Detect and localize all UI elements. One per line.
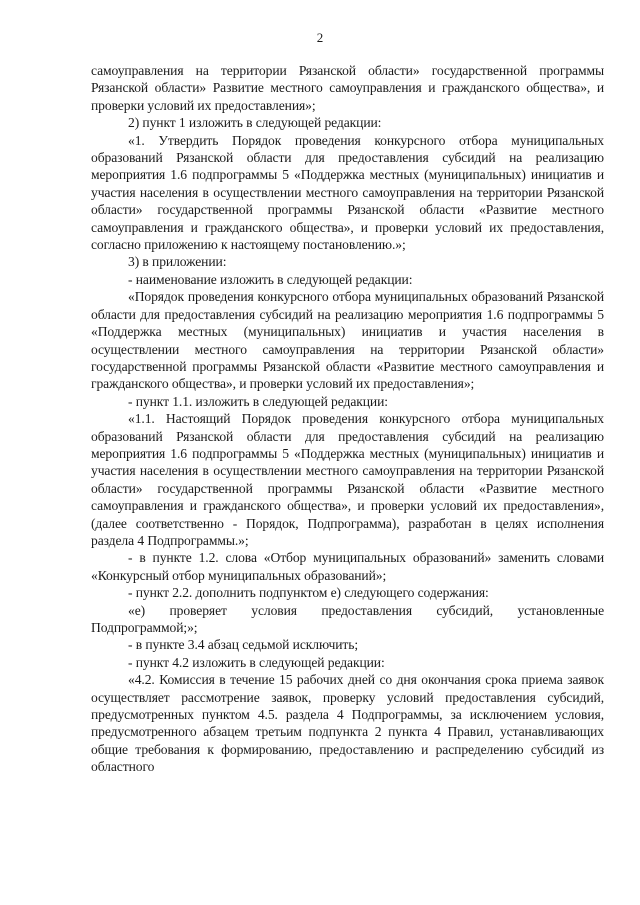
page-number: 2 xyxy=(316,30,324,45)
paragraph-item-2-text: «1. Утвердить Порядок проведения конкурсного отбора муниципальных образований Рязанской области для предоставления субсидий на реализацию мероприятия 1.6 подпрограммы 5 «Поддержка местных (муниципальных) инициатив и участия населения в осуществлении местного самоуправления на территории Рязанской области» государственной программы Рязанской области «Развитие местного самоуправления и гражданского общества», и проверки условий их предоставления, согласно приложению к настоящему постановлению.»; xyxy=(91,132,604,253)
paragraph-name-text: «Порядок проведения конкурсного отбора муниципальных образований Рязанской области для предоставления субсидий на реализацию мероприятия 1.6 подпрограммы 5 «Поддержка местных (муниципальных) инициатив и участия населения в осуществлении местного самоуправления на территории Рязанской области» государственной программы Рязанской области «Развитие местного самоуправления и гражданского общества», и проверки условий их предоставления»; xyxy=(91,289,604,392)
paragraph-point-4-2: - пункт 4.2 изложить в следующей редакции: xyxy=(128,654,385,670)
paragraph-point-1-1-text: «1.1. Настоящий Порядок проведения конкурсного отбора муниципальных образований Рязанской области для предоставления субсидий на реализацию мероприятия 1.6 подпрограммы 5 «Поддержка местных (муниципальных) инициатив и участия населения в осуществлении местного самоуправления на территории Рязанской области» государственной программы Рязанской области «Развитие местного самоуправления и гражданского общества», и проверки условий их предоставления», (далее соответственно - Порядок, Подпрограмма), разработан в целях исполнения раздела 4 Подпрограммы.»; xyxy=(91,411,604,548)
paragraph-point-3-4: - в пункте 3.4 абзац седьмой исключить; xyxy=(128,637,359,653)
paragraph-point-1-1: - пункт 1.1. изложить в следующей редакции: xyxy=(128,393,388,409)
document-body xyxy=(91,62,604,776)
paragraph-item-3: 3) в приложении: xyxy=(128,254,227,270)
paragraph-point-2-2: - пункт 2.2. дополнить подпунктом е) следующего содержания: xyxy=(128,585,489,601)
paragraph-item-2: 2) пункт 1 изложить в следующей редакции: xyxy=(128,115,382,131)
paragraph-name-change: - наименование изложить в следующей редакции: xyxy=(128,271,413,287)
paragraph-point-2-2-text: «е) проверяет условия предоставления субсидий, установленные Подпрограммой;»; xyxy=(91,602,604,635)
paragraph-continuation: самоуправления на территории Рязанской области» государственной программы Рязанской области» Развитие местного самоуправления и гражданского общества», и проверки условий их предоставления»; xyxy=(91,63,604,113)
paragraph-point-4-2-text: «4.2. Комиссия в течение 15 рабочих дней со дня окончания срока приема заявок осуществляет рассмотрение заявок, проверку условий предоставления субсидий, предусмотренных пунктом 4.5. раздела 4 Подпрограммы, за исключением условия, предусмотренного абзацем третьим подпункта 2 пункта 4 Правил, устанавливающих общие требования к формированию, предоставлению и распределению субсидий из областного xyxy=(91,672,604,775)
paragraph-point-1-2: - в пункте 1.2. слова «Отбор муниципальных образований» заменить словами «Конкурсный отбор муниципальных образований»; xyxy=(91,550,604,583)
